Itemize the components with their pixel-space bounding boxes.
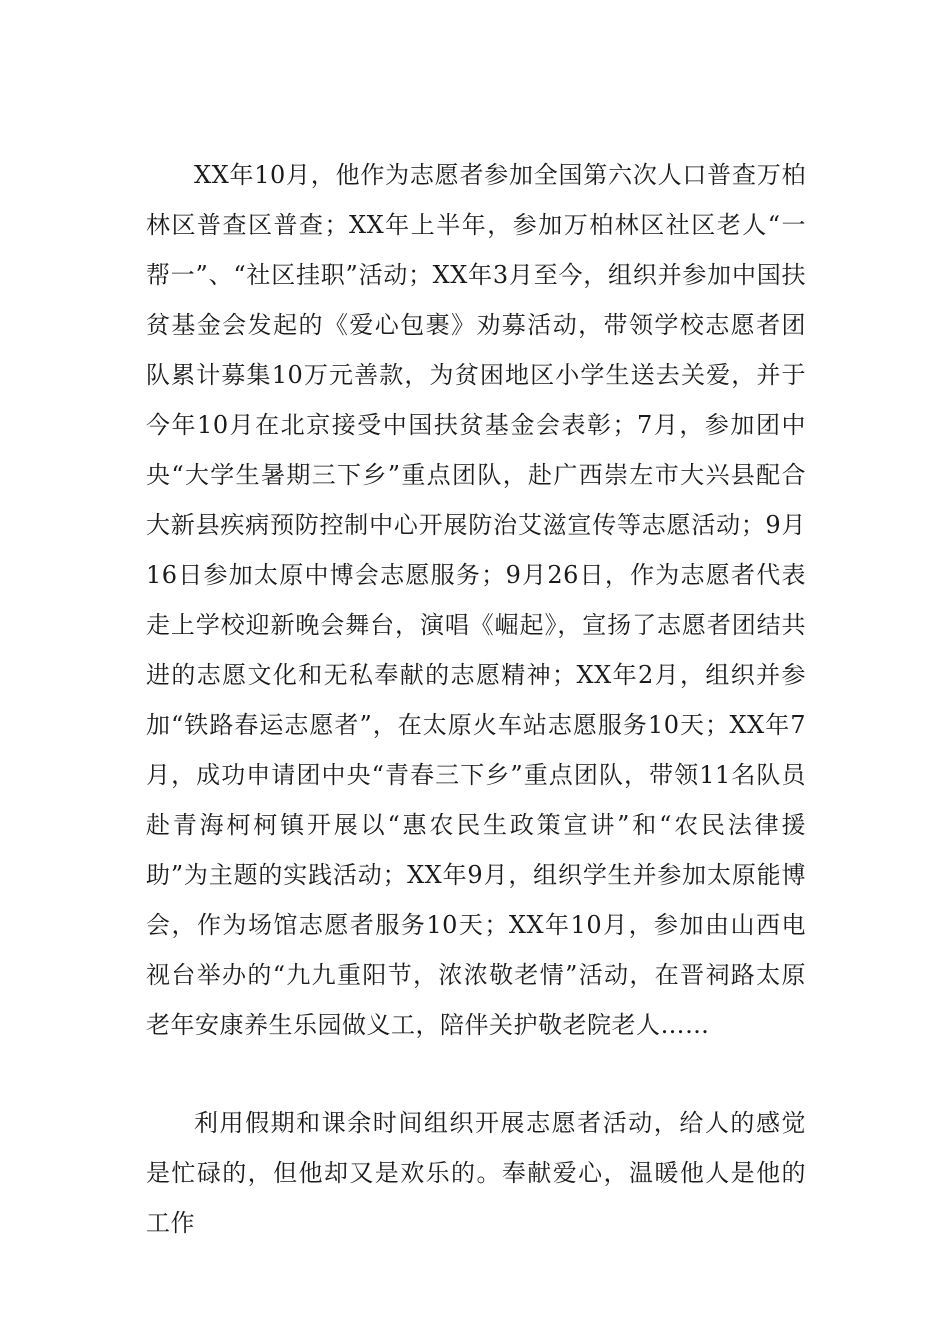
document-body [146, 150, 806, 1248]
volunteer-activities-paragraph: XX年10月，他作为志愿者参加全国第六次人口普查万柏林区普查区普查；XX年上半年，参加万柏林区社区老人“一帮一”、“社区挂职”活动；XX年3月至今，组织并参加中国扶贫基金会发起的《爱心包裹》劝募活动，带领学校志愿者团队累计募集10万元善款，为贫困地区小学生送去关爱，并于今年10月在北京接受中国扶贫基金会表彰；7月，参加团中央“大学生暑期三下乡”重点团队，赴广西崇左市大兴县配合大新县疾病预防控制中心开展防治艾滋宣传等志愿活动；9月16日参加太原中博会志愿服务；9月26日，作为志愿者代表走上学校迎新晚会舞台，演唱《崛起》，宣扬了志愿者团结共进的志愿文化和无私奉献的志愿精神；XX年2月，组织并参加“铁路春运志愿者”，在太原火车站志愿服务10天；XX年7月，成功申请团中央“青春三下乡”重点团队，带领11名队员赴青海柯柯镇开展以“惠农民生政策宣讲”和“农民法律援助”为主题的实践活动；XX年9月，组织学生并参加太原能博会，作为场馆志愿者服务10天；XX年10月，参加由山西电视台举办的“九九重阳节，浓浓敬老情”活动，在晋祠路太原老年安康养生乐园做义工，陪伴关护敬老院老人…… [146, 161, 806, 1039]
volunteer-reflection-paragraph: 利用假期和课余时间组织开展志愿者活动，给人的感觉是忙碌的，但他却又是欢乐的。奉献爱心，温暖他人是他的工作 [146, 1109, 806, 1237]
